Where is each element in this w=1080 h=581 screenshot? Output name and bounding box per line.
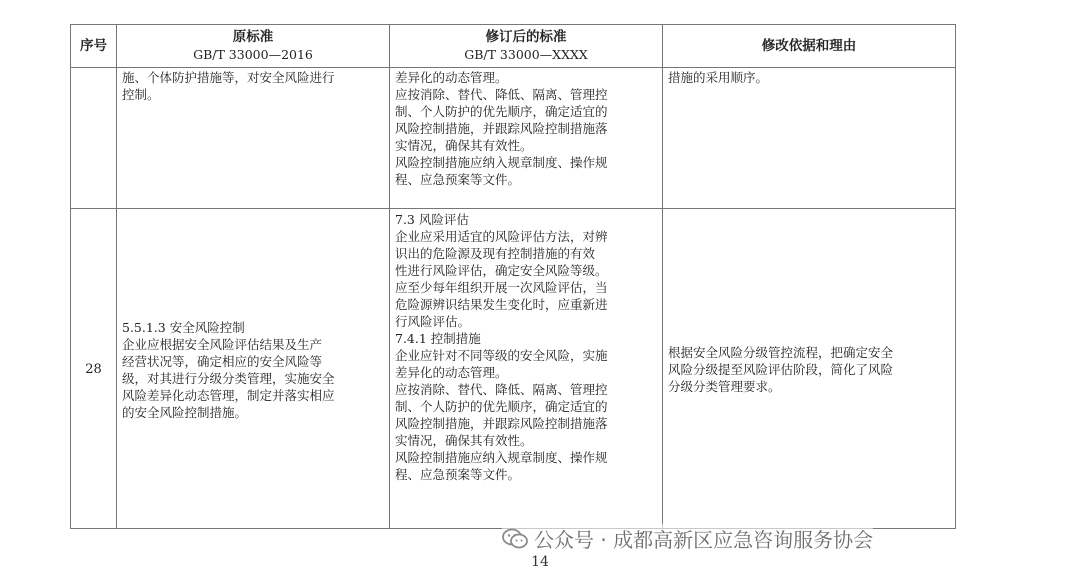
text-line: 危险源辨识结果发生变化时，应重新进 bbox=[395, 297, 608, 312]
text-line: 风险分级提至风险评估阶段，简化了风险 bbox=[668, 362, 894, 377]
text-line: 风险控制措施，并跟踪风险控制措施落 bbox=[395, 416, 608, 431]
header-original-code: GB/T 33000—2016 bbox=[193, 47, 313, 62]
text-line: 经营状况等，确定相应的安全风险等 bbox=[122, 353, 323, 369]
text-line: 措施的采用顺序。 bbox=[668, 70, 769, 85]
header-basis: 修改依据和理由 bbox=[663, 25, 956, 68]
revision-comparison-table bbox=[70, 24, 956, 529]
basis-cell bbox=[663, 68, 956, 209]
text-line: 企业应根据安全风险评估结果及生产 bbox=[122, 336, 323, 352]
revised-standard-cell bbox=[390, 209, 663, 529]
table-row bbox=[71, 209, 956, 529]
original-standard-cell bbox=[117, 68, 390, 209]
text-line: 差异化的动态管理。 bbox=[395, 365, 508, 380]
header-revised-standard bbox=[390, 25, 663, 68]
text-line: 分级分类管理要求。 bbox=[668, 379, 781, 394]
text-line: 识出的危险源及现有控制措施的有效 bbox=[395, 246, 596, 261]
text-line: 制、个人防护的优先顺序，确定适宜的 bbox=[395, 399, 608, 414]
table-header-row bbox=[71, 25, 956, 68]
header-original-standard bbox=[117, 25, 390, 68]
text-line: 控制。 bbox=[122, 87, 160, 102]
text-line: 行风险评估。 bbox=[395, 314, 471, 329]
wechat-icon bbox=[502, 528, 528, 550]
header-revised-title: 修订后的标准 bbox=[485, 29, 567, 45]
header-revised-code: GB/T 33000—XXXX bbox=[464, 47, 588, 62]
text-line: 实情况，确保其有效性。 bbox=[395, 433, 533, 448]
text-line: 根据安全风险分级管控流程，把确定安全 bbox=[668, 345, 894, 360]
page-number: 14 bbox=[531, 554, 549, 570]
text-line: 风险控制措施，并跟踪风险控制措施落 bbox=[395, 121, 608, 136]
text-line: 应按消除、替代、降低、隔离、管理控 bbox=[395, 382, 608, 397]
text-line: 程、应急预案等文件。 bbox=[395, 467, 521, 482]
watermark bbox=[502, 524, 873, 553]
text-line: 7.4.1 控制措施 bbox=[395, 331, 481, 346]
text-line: 制、个人防护的优先顺序，确定适宜的 bbox=[395, 104, 608, 119]
basis-cell bbox=[663, 209, 956, 529]
text-line: 企业应针对不同等级的安全风险，实施 bbox=[395, 348, 608, 363]
text-line: 施、个体防护措施等，对安全风险进行 bbox=[122, 70, 335, 85]
text-line: 企业应采用适宜的风险评估方法，对辨 bbox=[395, 229, 608, 244]
text-line: 的安全风险控制措施。 bbox=[122, 404, 248, 420]
text-line: 差异化的动态管理。 bbox=[395, 70, 508, 85]
watermark-text: 公众号 · 成都高新区应急咨询服务协会 bbox=[534, 528, 874, 552]
revised-standard-cell bbox=[390, 68, 663, 209]
header-number: 序号 bbox=[71, 25, 117, 68]
text-line: 风险控制措施应纳入规章制度、操作规 bbox=[395, 155, 608, 170]
text-line: 实情况，确保其有效性。 bbox=[395, 138, 533, 153]
header-original-title: 原标准 bbox=[232, 29, 274, 45]
text-line: 级，对其进行分级分类管理，实施安全 bbox=[122, 370, 335, 386]
text-line: 风险控制措施应纳入规章制度、操作规 bbox=[395, 450, 608, 465]
text-line: 7.3 风险评估 bbox=[395, 212, 469, 227]
original-standard-cell bbox=[117, 209, 390, 529]
text-line: 性进行风险评估，确定安全风险等级。 bbox=[395, 263, 608, 278]
row-number-cell bbox=[71, 68, 117, 209]
row-number-cell: 28 bbox=[71, 209, 117, 529]
text-line: 5.5.1.3 安全风险控制 bbox=[122, 319, 245, 335]
text-line: 应至少每年组织开展一次风险评估，当 bbox=[395, 280, 608, 295]
text-line: 风险差异化动态管理，制定并落实相应 bbox=[122, 387, 335, 403]
text-line: 应按消除、替代、降低、隔离、管理控 bbox=[395, 87, 608, 102]
table-row bbox=[71, 68, 956, 209]
text-line: 程、应急预案等文件。 bbox=[395, 172, 521, 187]
